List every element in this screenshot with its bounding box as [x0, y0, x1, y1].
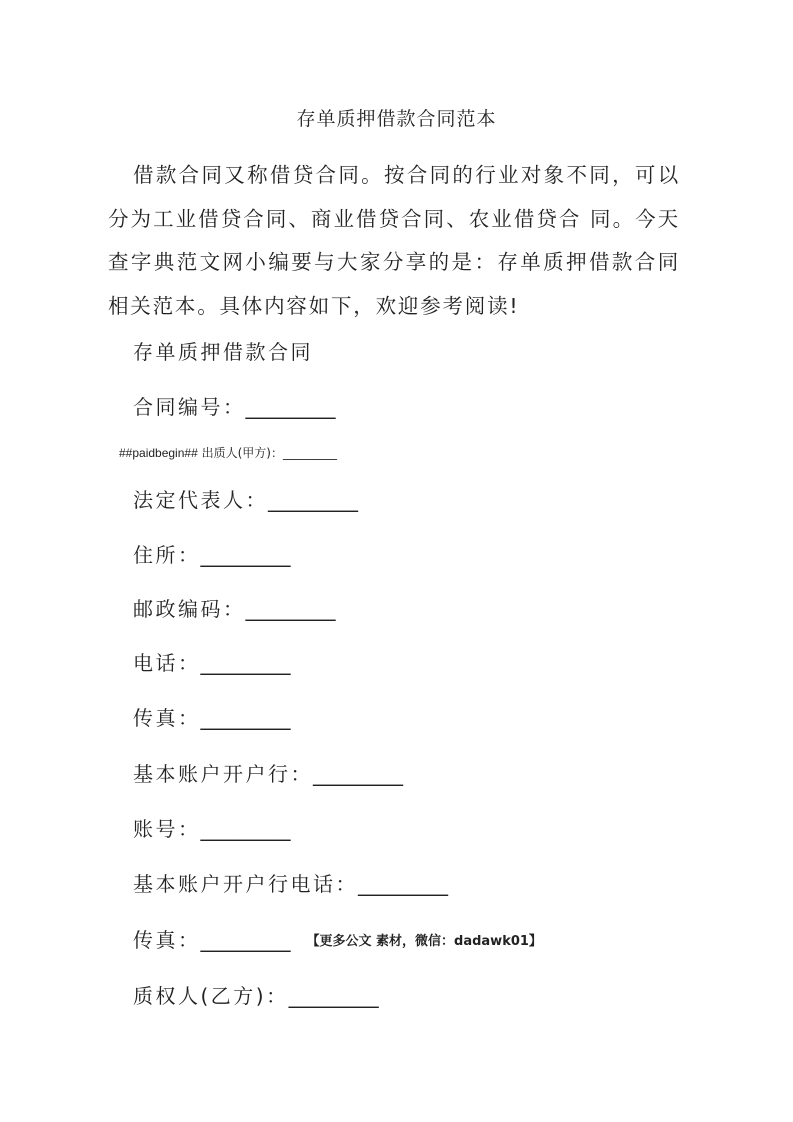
field-blank: _________: [288, 984, 379, 1008]
contract-number-line: [133, 394, 336, 420]
field-postal-code: [133, 596, 336, 622]
intro-paragraph: 借款合同又称借贷合同。按合同的行业对象不同，可以分为工业借贷合同、商业借贷合同、农业借贷合 同。今天查字典范文网小编要与大家分享的是：存单质押借款合同相关范本。具体内容如下，欢迎参考阅读!: [108, 163, 680, 318]
field-legal-representative: [133, 487, 358, 513]
field-fax: [133, 705, 291, 731]
field-account-number: [133, 816, 291, 842]
field-label: 法定代表人：: [133, 488, 268, 512]
field-blank: _________: [245, 597, 336, 621]
field-label: 质权人(乙方)：: [133, 984, 289, 1008]
field-blank: _________: [200, 928, 291, 952]
field-address: [133, 542, 291, 568]
section-heading: 存单质押借款合同: [133, 340, 313, 364]
field-blank: _________: [358, 872, 448, 896]
field-label: 基本账户开户行电话：: [133, 872, 358, 896]
field-label: 住所：: [133, 543, 201, 567]
field-fax-2: [133, 927, 542, 955]
field-label: 传真：: [133, 928, 201, 952]
field-blank: _________: [200, 706, 291, 730]
paid-marker: ##paidbegin##: [119, 446, 198, 460]
party-a-blank: _________: [282, 446, 337, 460]
field-bank: [133, 761, 403, 787]
promo-note: 【更多公文 素材，微信：dadawk01】: [306, 934, 542, 949]
party-a-label: 出质人(甲方)：: [201, 446, 283, 460]
party-a-line: [119, 444, 337, 461]
contract-number-label: 合同编号：: [133, 395, 246, 419]
field-bank-phone: [133, 871, 448, 897]
contract-number-blank: _________: [245, 395, 336, 419]
document-title: 存单质押借款合同范本: [296, 108, 497, 130]
field-label: 账号：: [133, 817, 201, 841]
field-label: 传真：: [133, 706, 201, 730]
field-label: 电话：: [133, 651, 201, 675]
field-pledgee: [133, 983, 379, 1009]
field-blank: _________: [200, 817, 291, 841]
field-phone: [133, 650, 291, 676]
field-blank: _________: [313, 762, 403, 786]
field-blank: _________: [200, 543, 291, 567]
field-label: 邮政编码：: [133, 597, 246, 621]
field-blank: _________: [200, 651, 291, 675]
field-blank: _________: [268, 488, 358, 512]
field-label: 基本账户开户行：: [133, 762, 313, 786]
